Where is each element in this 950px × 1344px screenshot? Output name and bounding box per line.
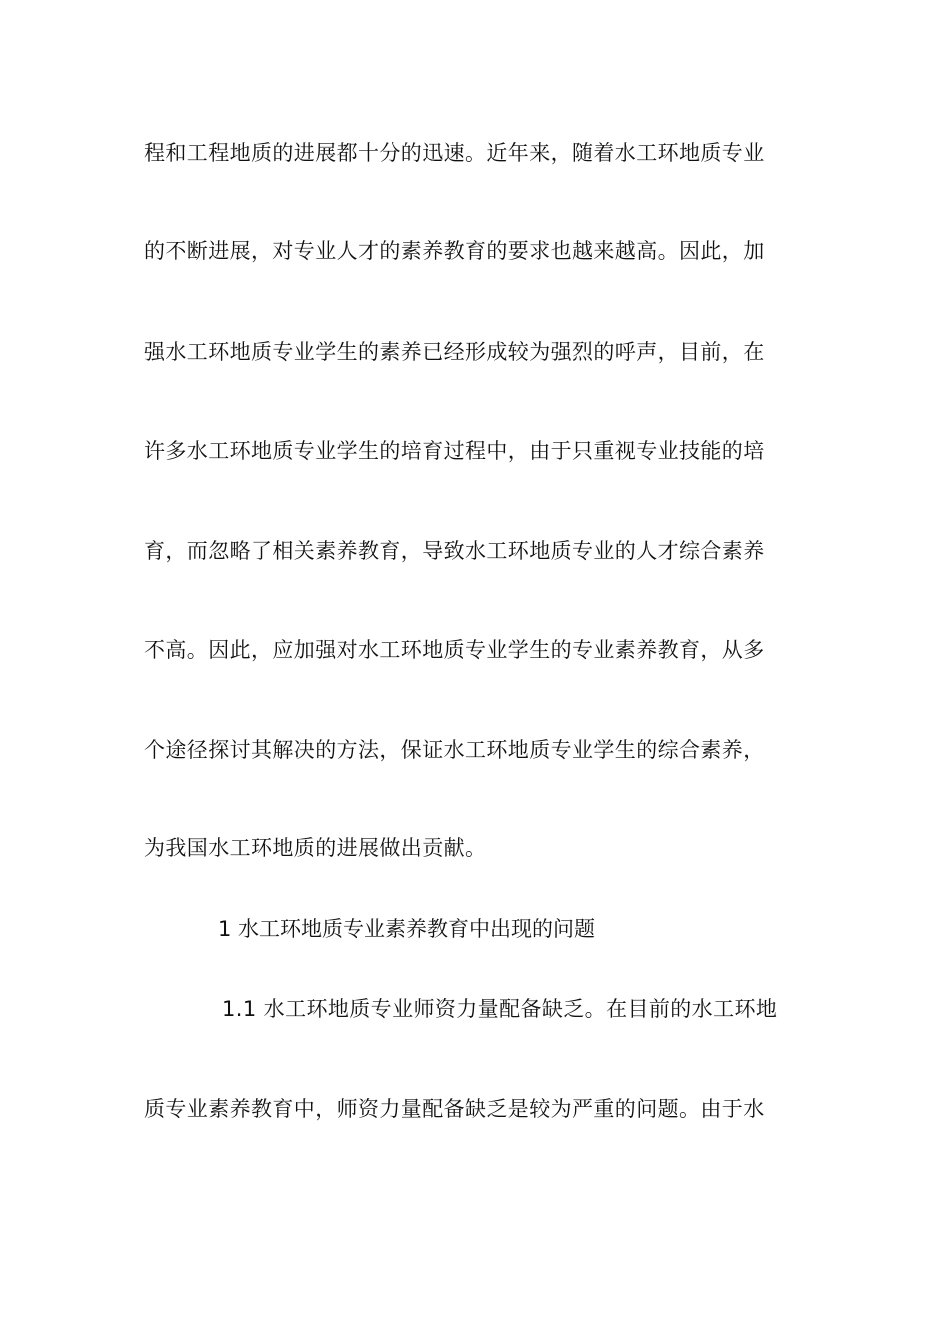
subsection-line: 质专业素养教育中，师资力量配备缺乏是较为严重的问题。由于水 [144,1097,765,1121]
paragraph-line: 强水工环地质专业学生的素养已经形成较为强烈的呼声，目前，在 [144,340,765,364]
paragraph-line: 程和工程地质的进展都十分的迅速。近年来，随着水工环地质专业 [144,141,765,165]
paragraph-line: 为我国水工环地质的进展做出贡献。 [144,836,487,860]
paragraph-line: 许多水工环地质专业学生的培育过程中，由于只重视专业技能的培 [144,439,765,463]
paragraph-line: 育，而忽略了相关素养教育，导致水工环地质专业的人才综合素养 [144,539,765,563]
paragraph-line: 的不断进展，对专业人才的素养教育的要求也越来越高。因此，加 [144,239,765,263]
subsection-line: 1.1 水工环地质专业师资力量配备缺乏。在目前的水工环地 [222,997,778,1021]
paragraph-line: 个途径探讨其解决的方法，保证水工环地质专业学生的综合素养， [144,738,765,762]
section-heading: 1 水工环地质专业素养教育中出现的问题 [218,917,596,941]
paragraph-line: 不高。因此，应加强对水工环地质专业学生的专业素养教育，从多 [144,638,765,662]
